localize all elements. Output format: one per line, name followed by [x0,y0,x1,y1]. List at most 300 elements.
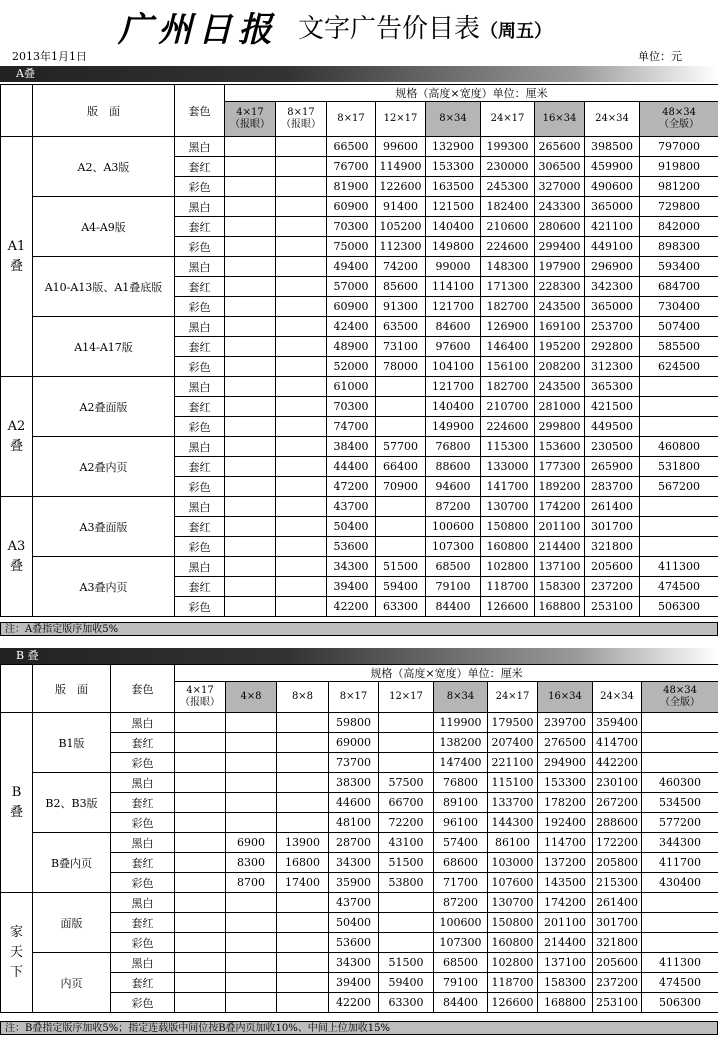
color-cell: 黑白 [111,893,175,913]
section-a-note: 注：A叠指定版序加收5% [0,622,718,636]
price-cell [175,973,226,993]
price-cell [276,397,327,417]
page-name: A10-A13版、A1叠底版 [33,257,175,317]
page-name: 面版 [33,893,111,953]
price-cell: 365000 [585,197,640,217]
price-cell [277,793,329,813]
page-name: A3叠面版 [33,497,175,557]
price-cell: 60900 [327,197,376,217]
price-cell: 474500 [642,973,718,993]
group-label: 家 天 下 [1,893,33,1013]
price-cell: 43100 [379,833,434,853]
price-cell: 365300 [585,377,640,397]
size-header: 24×34 [585,102,640,137]
table-row [1,893,718,913]
price-cell: 359400 [593,713,642,733]
price-cell [376,537,426,557]
price-cell [225,357,276,377]
color-cell: 黑白 [111,953,175,973]
price-cell [225,537,276,557]
price-cell: 237200 [585,577,640,597]
price-cell: 130700 [481,497,535,517]
price-cell: 210600 [481,217,535,237]
price-cell: 296900 [585,257,640,277]
price-cell [226,953,277,973]
color-cell: 套红 [175,337,225,357]
table-row [1,557,718,577]
price-cell: 267200 [593,793,642,813]
color-cell: 彩色 [111,813,175,833]
price-cell: 126600 [488,993,538,1013]
page-name: 内页 [33,953,111,1013]
price-cell: 79100 [434,973,488,993]
price-cell [276,457,327,477]
price-cell: 210700 [481,397,535,417]
price-cell: 224600 [481,417,535,437]
page-name: A2、A3版 [33,137,175,197]
price-cell: 230500 [585,437,640,457]
price-cell [276,337,327,357]
table-row [1,497,718,517]
page-name: B1版 [33,713,111,773]
price-cell [225,137,276,157]
price-cell: 201100 [538,913,593,933]
newspaper-logo: 广州日报 [118,10,278,50]
price-cell [225,297,276,317]
price-cell: 306500 [535,157,585,177]
price-cell [175,793,226,813]
price-cell: 168800 [535,597,585,617]
price-cell [642,893,718,913]
price-cell [225,477,276,497]
price-cell: 684700 [640,277,718,297]
price-cell: 133000 [481,457,535,477]
price-cell: 243300 [535,197,585,217]
color-cell: 黑白 [175,197,225,217]
price-cell: 140400 [426,397,481,417]
price-cell: 460300 [642,773,718,793]
table-row [1,257,718,277]
price-cell: 133700 [488,793,538,813]
price-cell: 59400 [379,973,434,993]
price-cell [226,993,277,1013]
section-a-band: A叠 [0,66,718,82]
size-header: 8×8 [277,682,329,713]
size-header: 16×34 [535,102,585,137]
page-title [298,8,552,45]
price-cell: 8700 [226,873,277,893]
price-cell: 174200 [538,893,593,913]
price-cell: 201100 [535,517,585,537]
price-cell [640,517,718,537]
price-cell [225,257,276,277]
price-cell: 205600 [585,557,640,577]
size-header: 8×17 [329,682,379,713]
price-cell: 89100 [434,793,488,813]
table-row [1,953,718,973]
price-cell: 107600 [488,873,538,893]
price-cell: 430400 [642,873,718,893]
price-cell: 189200 [535,477,585,497]
price-cell [225,597,276,617]
price-cell [640,497,718,517]
price-cell: 168800 [538,993,593,1013]
price-cell: 207400 [488,733,538,753]
price-cell [175,733,226,753]
price-cell: 301700 [585,517,640,537]
price-cell [376,517,426,537]
price-cell: 76700 [327,157,376,177]
price-cell: 34300 [329,853,379,873]
price-cell: 160800 [488,933,538,953]
price-cell: 97600 [426,337,481,357]
price-cell: 288600 [593,813,642,833]
price-cell: 57500 [379,773,434,793]
price-cell [276,517,327,537]
price-cell: 192400 [538,813,593,833]
price-cell: 624500 [640,357,718,377]
price-cell: 534500 [642,793,718,813]
color-cell: 黑白 [175,497,225,517]
price-cell: 531800 [640,457,718,477]
price-cell: 44600 [329,793,379,813]
price-cell [175,873,226,893]
size-header: 4×17 （报眼） [175,682,226,713]
size-header: 8×17 （报眼） [276,102,327,137]
price-cell: 52000 [327,357,376,377]
price-cell: 114700 [538,833,593,853]
price-cell [175,893,226,913]
price-cell: 35900 [329,873,379,893]
price-cell: 137100 [538,953,593,973]
price-cell [226,713,277,733]
color-cell: 套红 [175,277,225,297]
title-suffix: （周五） [480,21,553,42]
section-a-table [0,84,718,617]
table-row [1,197,718,217]
price-cell: 411300 [640,557,718,577]
corner-cell [1,85,33,137]
price-cell: 842000 [640,217,718,237]
price-cell [276,157,327,177]
price-cell: 153600 [535,437,585,457]
price-cell: 48900 [327,337,376,357]
price-cell: 84400 [426,597,481,617]
color-cell: 黑白 [111,713,175,733]
price-cell: 91300 [376,297,426,317]
price-cell: 43700 [327,497,376,517]
price-cell: 63300 [376,597,426,617]
price-cell: 414700 [593,733,642,753]
price-cell: 39400 [327,577,376,597]
color-cell: 黑白 [111,773,175,793]
header-row [1,665,718,682]
price-cell: 224600 [481,237,535,257]
color-cell: 彩色 [111,933,175,953]
table-row [1,137,718,157]
price-cell [276,317,327,337]
price-cell: 48100 [329,813,379,833]
price-cell: 149800 [426,237,481,257]
price-cell: 312300 [585,357,640,377]
price-cell [277,953,329,973]
price-cell [225,217,276,237]
price-cell [276,277,327,297]
price-cell: 70900 [376,477,426,497]
price-cell: 280600 [535,217,585,237]
price-cell: 398500 [585,137,640,157]
price-cell [276,237,327,257]
price-cell: 182700 [481,297,535,317]
color-cell: 彩色 [175,477,225,497]
price-cell [276,217,327,237]
price-cell: 506300 [640,597,718,617]
price-cell [175,953,226,973]
price-cell [175,753,226,773]
price-cell: 69000 [329,733,379,753]
price-cell: 70300 [327,217,376,237]
price-cell: 102800 [488,953,538,973]
price-cell: 411300 [642,953,718,973]
price-cell [277,913,329,933]
price-cell [175,833,226,853]
price-cell: 148300 [481,257,535,277]
price-cell: 107300 [426,537,481,557]
price-cell: 126600 [481,597,535,617]
color-cell: 黑白 [111,833,175,853]
size-header: 8×17 [327,102,376,137]
title-main: 文字广告价目表 [298,14,481,44]
color-cell: 黑白 [175,377,225,397]
price-cell: 327000 [535,177,585,197]
price-cell [640,537,718,557]
color-cell: 彩色 [111,753,175,773]
price-cell: 8300 [226,853,277,873]
price-cell: 121700 [426,377,481,397]
color-cell: 套红 [175,517,225,537]
price-cell: 299400 [535,237,585,257]
price-cell [226,973,277,993]
page-name: A2叠内页 [33,437,175,497]
price-cell: 474500 [640,577,718,597]
price-cell: 299800 [535,417,585,437]
price-cell: 158300 [535,577,585,597]
price-cell [226,733,277,753]
price-cell: 197900 [535,257,585,277]
size-header: 24×17 [488,682,538,713]
price-cell: 730400 [640,297,718,317]
section-b-table [0,664,718,1013]
price-cell: 28700 [329,833,379,853]
price-cell: 158300 [538,973,593,993]
color-cell: 黑白 [175,257,225,277]
price-cell: 57700 [376,437,426,457]
price-cell: 96100 [434,813,488,833]
price-cell: 94600 [426,477,481,497]
price-cell [175,773,226,793]
price-cell: 72200 [379,813,434,833]
price-cell: 137200 [538,853,593,873]
price-cell: 6900 [226,833,277,853]
price-cell: 253100 [593,993,642,1013]
price-cell: 118700 [488,973,538,993]
price-cell: 122600 [376,177,426,197]
price-cell: 243500 [535,297,585,317]
price-cell [175,853,226,873]
price-cell [225,237,276,257]
price-cell [225,497,276,517]
color-cell: 彩色 [175,237,225,257]
price-cell: 253100 [585,597,640,617]
price-cell: 66700 [379,793,434,813]
price-cell: 119900 [434,713,488,733]
price-cell: 87200 [426,497,481,517]
spec-header: 规格（高度×宽度）单位：厘米 [175,665,718,682]
price-cell: 265900 [585,457,640,477]
table-row [1,317,718,337]
price-cell: 114100 [426,277,481,297]
col-header-page: 版 面 [33,85,175,137]
price-cell [376,397,426,417]
price-cell: 144300 [488,813,538,833]
price-cell: 76800 [434,773,488,793]
price-cell: 460800 [640,437,718,457]
page-name: B叠内页 [33,833,111,893]
price-cell: 981200 [640,177,718,197]
price-cell: 261400 [585,497,640,517]
price-cell [376,417,426,437]
price-cell: 205600 [593,953,642,973]
col-header-color: 套色 [111,665,175,713]
price-cell: 253700 [585,317,640,337]
price-cell: 177300 [535,457,585,477]
price-cell: 150800 [488,913,538,933]
price-cell: 53600 [327,537,376,557]
price-cell [225,437,276,457]
price-cell: 66400 [376,457,426,477]
price-cell: 68500 [434,953,488,973]
price-cell [276,357,327,377]
price-cell: 112300 [376,237,426,257]
price-cell [277,933,329,953]
corner-cell [1,665,33,713]
price-cell: 47200 [327,477,376,497]
price-cell: 79100 [426,577,481,597]
price-cell: 17400 [277,873,329,893]
price-cell: 567200 [640,477,718,497]
price-cell: 230100 [593,773,642,793]
price-cell: 68600 [434,853,488,873]
group-label: A3 叠 [1,497,33,617]
price-cell [276,377,327,397]
section-b-note: 注：B叠指定版序加收5%；指定连载版中间位按B叠内页加收10%、中间上位加收15% [0,1021,718,1035]
price-cell: 729800 [640,197,718,217]
price-cell [276,197,327,217]
price-cell: 174200 [535,497,585,517]
price-cell: 42200 [329,993,379,1013]
price-cell: 179500 [488,713,538,733]
price-cell: 50400 [329,913,379,933]
color-cell: 套红 [175,217,225,237]
price-cell: 214400 [538,933,593,953]
price-cell: 261400 [593,893,642,913]
price-cell: 507400 [640,317,718,337]
price-cell [225,577,276,597]
price-cell: 63300 [379,993,434,1013]
price-cell: 63500 [376,317,426,337]
price-cell [276,177,327,197]
price-cell: 107300 [434,933,488,953]
price-cell: 150800 [481,517,535,537]
price-cell: 78000 [376,357,426,377]
price-cell: 57000 [327,277,376,297]
price-cell [226,753,277,773]
size-header: 24×34 [593,682,642,713]
size-header: 12×17 [379,682,434,713]
price-cell: 99000 [426,257,481,277]
price-cell [225,417,276,437]
color-cell: 套红 [111,793,175,813]
price-cell [175,813,226,833]
color-cell: 黑白 [175,437,225,457]
price-cell: 85600 [376,277,426,297]
price-cell [226,773,277,793]
price-cell [277,893,329,913]
price-cell: 797000 [640,137,718,157]
price-cell: 577200 [642,813,718,833]
price-cell: 76800 [426,437,481,457]
price-cell: 44400 [327,457,376,477]
price-cell: 38300 [329,773,379,793]
price-cell: 153300 [538,773,593,793]
price-cell [276,497,327,517]
price-cell [225,197,276,217]
price-cell: 182700 [481,377,535,397]
price-cell [175,713,226,733]
price-cell [642,753,718,773]
group-label: B 叠 [1,713,33,893]
price-cell: 105200 [376,217,426,237]
price-cell: 43700 [329,893,379,913]
price-cell [379,733,434,753]
price-cell: 214400 [535,537,585,557]
price-cell [640,397,718,417]
price-cell: 898300 [640,237,718,257]
size-header: 12×17 [376,102,426,137]
price-cell [226,913,277,933]
price-cell: 88600 [426,457,481,477]
price-cell: 140400 [426,217,481,237]
price-cell: 100600 [426,517,481,537]
price-cell: 66500 [327,137,376,157]
price-cell [376,497,426,517]
price-cell: 75000 [327,237,376,257]
size-header: 8×34 [426,102,481,137]
price-cell: 130700 [488,893,538,913]
price-cell: 61000 [327,377,376,397]
price-cell [276,537,327,557]
price-cell [226,893,277,913]
currency-unit: 单位：元 [638,50,682,63]
price-cell: 365000 [585,297,640,317]
price-cell: 50400 [327,517,376,537]
price-cell: 143500 [538,873,593,893]
price-cell: 118700 [481,577,535,597]
col-header-color: 套色 [175,85,225,137]
price-cell: 34300 [327,557,376,577]
price-cell: 34300 [329,953,379,973]
price-cell: 99600 [376,137,426,157]
